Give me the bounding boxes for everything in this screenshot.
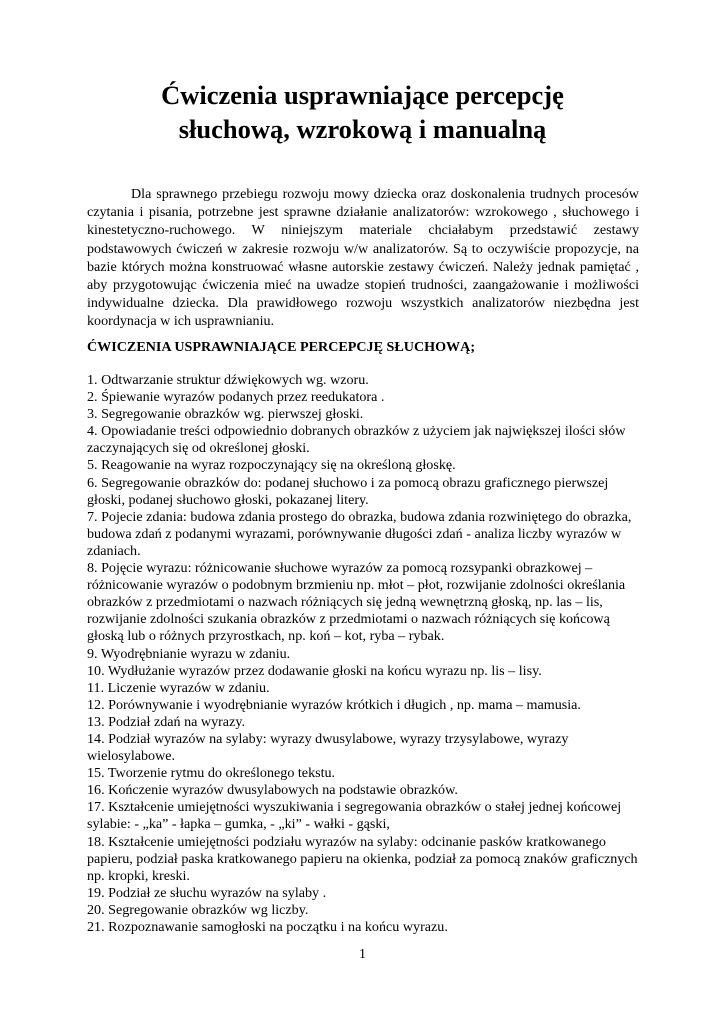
- list-item: 16. Kończenie wyrazów dwusylabowych na podstawie obrazków.: [87, 782, 458, 799]
- title-line-2: słuchową, wzrokową i manualną: [178, 114, 547, 144]
- list-item: 9. Wyodrębnianie wyrazu w zdaniu.: [87, 645, 291, 662]
- list-item: 13. Podział zdań na wyrazy.: [87, 713, 245, 730]
- intro-paragraph: [87, 185, 639, 331]
- list-item: 20. Segregowanie obrazków wg liczby.: [87, 901, 309, 918]
- list-item: 7. Pojecie zdania: budowa zdania prostego do obrazka, budowa zdania rozwiniętego do obrazka, budowa zdań z podanymi wyrazami, porównywanie długości zdań - analiza liczby wyrazów w zdaniach.: [87, 508, 632, 559]
- intro-text: Dla sprawnego przebiegu rozwoju mowy dziecka oraz doskonalenia trudnych procesów czytania i pisania, potrzebne jest sprawne działanie analizatorów: wzrokowego , słuchowego i kinestetyczno-ruchowego. W niniejszym materiale chciałabym przedstawić zestawy podstawowych ćwiczeń w zakresie rozwoju w/w analizatorów. Są to oczywiście propozycje, na bazie których można konstruować własne autorskie zestawy ćwiczeń. Należy jednak pamiętać , aby przygotowując ćwiczenia mieć na uwadze stopień trudności, zaangażowanie i możliwości indywidualne dziecka. Dla prawidłowego rozwoju wszystkich analizatorów niezbędna jest koordynacja w ich usprawnianiu.: [87, 186, 639, 330]
- section-heading: ĆWICZENIA USPRAWNIAJĄCE PERCEPCJĘ SŁUCHOWĄ;: [87, 339, 476, 355]
- list-item: 6. Segregowanie obrazków do: podanej słuchowo i za pomocą obrazu graficznego pierwszej głoski, podanej słuchowo głoski, pokazanej litery.: [87, 474, 609, 508]
- list-item: 11. Liczenie wyrazów w zdaniu.: [87, 679, 270, 696]
- list-item: 18. Kształcenie umiejętności podziału wyrazów na sylaby: odcinanie pasków kratkowanego papieru, podział paska kratkowanego papieru na okienka, podział za pomocą znaków graficznych np. kropki, kreski.: [87, 833, 638, 884]
- list-item: 1. Odtwarzanie struktur dźwiękowych wg. wzoru.: [87, 372, 369, 388]
- title-line-1: Ćwiczenia usprawniające percepcję: [161, 80, 564, 110]
- list-item: 17. Kształcenie umiejętności wyszukiwania i segregowania obrazków o stałej jednej końcowej sylabie: - „ka” - łapka – gumka, - „ki” - wałki - gąski,: [87, 799, 622, 833]
- page-title: [60, 78, 665, 146]
- list-item: 19. Podział ze słuchu wyrazów na sylaby .: [87, 884, 327, 901]
- list-item: 14. Podział wyrazów na sylaby: wyrazy dwusylabowe, wyrazy trzysylabowe, wyrazy wielosylabowe.: [87, 730, 569, 765]
- list-item: 21. Rozpoznawanie samogłoski na początku i na końcu wyrazu.: [87, 919, 448, 935]
- list-item: 8. Pojęcie wyrazu: różnicowanie słuchowe wyrazów za pomocą rozsypanki obrazkowej – różnicowanie wyrazów o podobnym brzmieniu np. młot – płot, rozwijanie zdolności określania obrazków z przedmiotami o nazwach różniących się jedną wewnętrzną głoską, np. las – lis, rozwijanie zdolności szukania obrazków z przedmiotami o nazwach różniących się końcową głoską lub o różnych przyrostkach, np. koń – kot, ryba – rybak.: [87, 560, 626, 645]
- exercise-list: [87, 372, 639, 936]
- list-item: 3. Segregowanie obrazków wg. pierwszej głoski.: [87, 406, 364, 423]
- list-item: 12. Porównywanie i wyodrębnianie wyrazów krótkich i długich , np. mama – mamusia.: [87, 696, 581, 713]
- list-item: 5. Reagowanie na wyraz rozpoczynający się na określoną głoskę.: [87, 457, 456, 474]
- list-item: 10. Wydłużanie wyrazów przez dodawanie głoski na końcu wyrazu np. lis – lisy.: [87, 662, 542, 679]
- list-item: 15. Tworzenie rytmu do określonego tekstu.: [87, 765, 336, 782]
- list-item: 4. Opowiadanie treści odpowiednio dobranych obrazków z użyciem jak największej ilości słów zaczynających się od określonej głoski.: [87, 423, 626, 457]
- page-number: 1: [359, 947, 366, 962]
- list-item: 2. Śpiewanie wyrazów podanych przez reedukatora .: [87, 389, 385, 406]
